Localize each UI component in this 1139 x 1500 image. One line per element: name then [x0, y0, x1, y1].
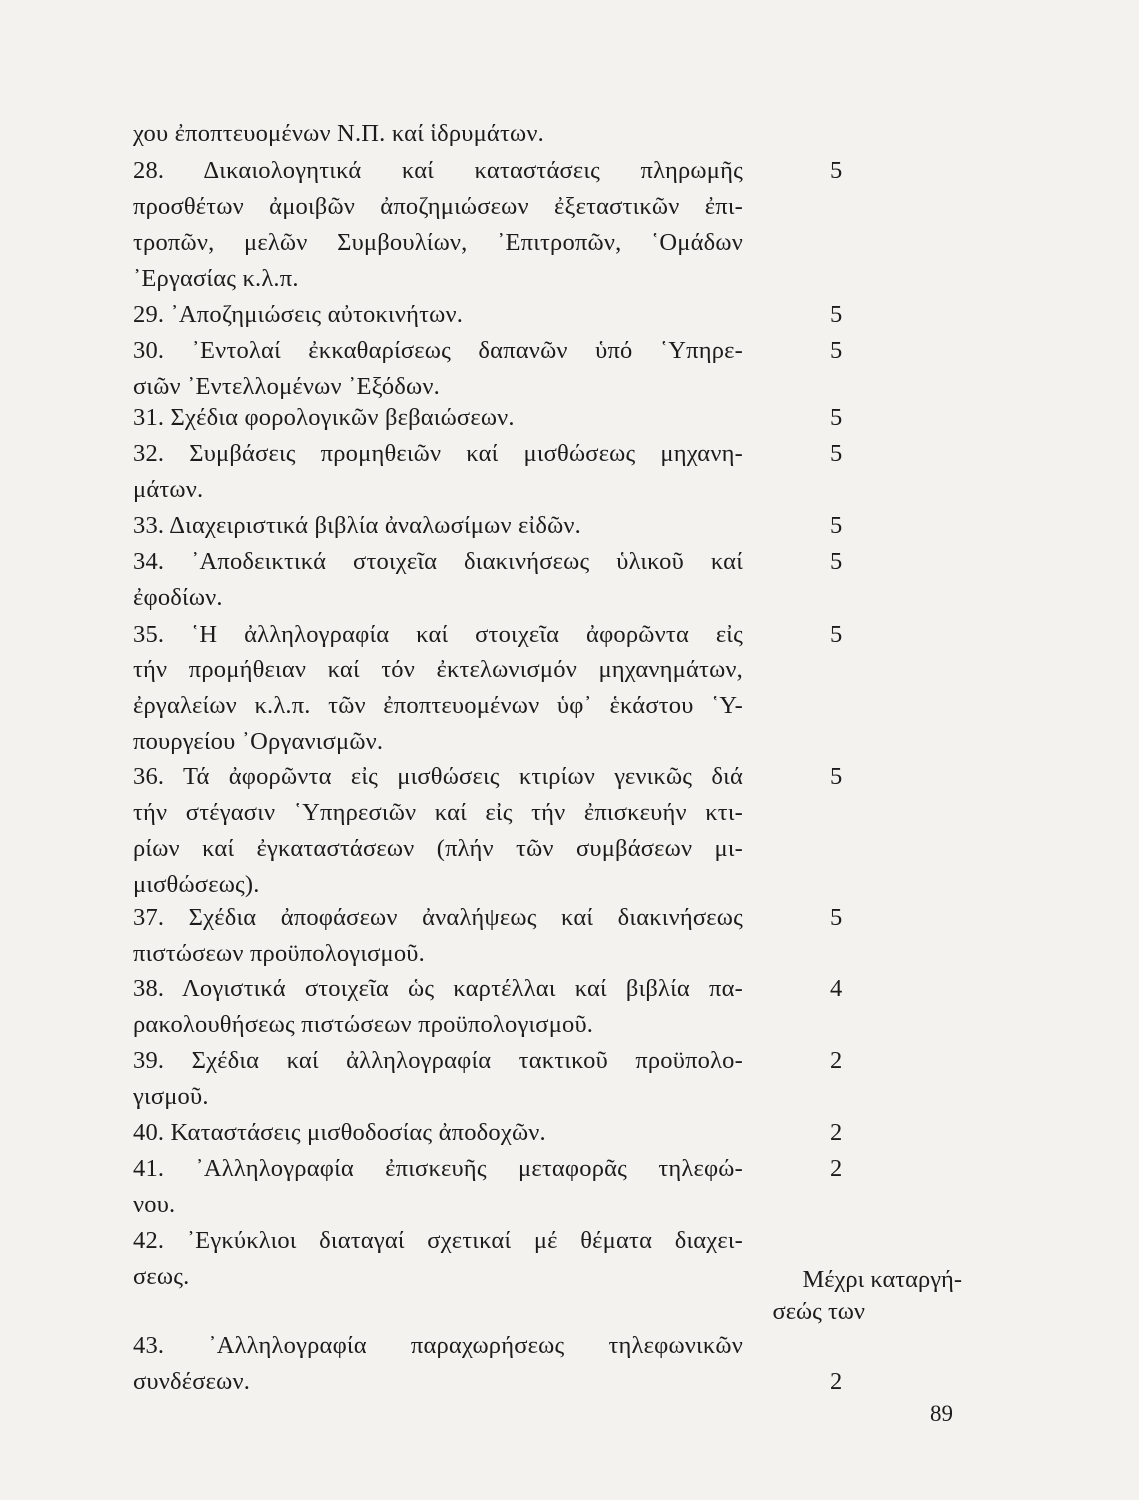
- text-line: συνδέσεων.: [133, 1368, 251, 1395]
- retention-years: 5: [830, 301, 843, 328]
- text-line: μισθώσεως).: [133, 871, 260, 898]
- retention-years: 2: [830, 1368, 843, 1395]
- text-line: 36. Τά ἀφορῶντα εἰς μισθώσεις κτιρίων γενικῶς διά: [133, 763, 743, 790]
- text-line: 28. Δικαιολογητικά καί καταστάσεις πληρωμῆς: [133, 157, 743, 184]
- retention-years: 5: [830, 337, 843, 364]
- retention-years: 5: [830, 440, 843, 467]
- text-line: νου.: [133, 1191, 176, 1218]
- text-line: σεως.: [133, 1263, 190, 1290]
- text-line: ρακολουθήσεως πιστώσεων προϋπολογισμοῦ.: [133, 1011, 594, 1038]
- side-note-line1: Μέχρι καταργή-: [802, 1266, 962, 1293]
- retention-years: 4: [830, 975, 843, 1002]
- text-line: 39. Σχέδια καί ἀλληλογραφία τακτικοῦ προϋπολο-: [133, 1047, 743, 1074]
- text-line: 34. ᾿Αποδεικτικά στοιχεῖα διακινήσεως ὑλικοῦ καί: [133, 548, 743, 575]
- text-line: προσθέτων ἀμοιβῶν ἀποζημιώσεων ἐξεταστικῶν ἐπι-: [133, 193, 743, 220]
- text-line: ρίων καί ἐγκαταστάσεων (πλήν τῶν συμβάσεων μι-: [133, 835, 743, 862]
- retention-years: 5: [830, 512, 843, 539]
- text-line: πιστώσεων προϋπολογισμοῦ.: [133, 940, 425, 967]
- text-line: 33. Διαχειριστικά βιβλία ἀναλωσίμων εἰδῶν.: [133, 512, 582, 539]
- text-line: 37. Σχέδια ἀποφάσεων ἀναλήψεως καί διακινήσεως: [133, 904, 743, 931]
- text-line: ἐργαλείων κ.λ.π. τῶν ἐποπτευομένων ὑφ᾿ ἑκάστου ῾Υ-: [133, 692, 743, 719]
- retention-years: 5: [830, 904, 843, 931]
- text-line: ἐφοδίων.: [133, 584, 223, 611]
- page-number: 89: [930, 1401, 953, 1426]
- side-note-line2: σεώς των: [772, 1298, 865, 1325]
- text-line: τήν προμήθειαν καί τόν ἐκτελωνισμόν μηχανημάτων,: [133, 656, 743, 683]
- text-line: χου ἐποπτευομένων Ν.Π. καί ἱδρυμάτων.: [133, 120, 544, 147]
- text-line: 35. ῾Η ἀλληλογραφία καί στοιχεῖα ἀφορῶντα εἰς: [133, 621, 743, 648]
- text-line: 31. Σχέδια φορολογικῶν βεβαιώσεων.: [133, 404, 515, 431]
- retention-years: 5: [830, 763, 843, 790]
- text-line: πουργείου ᾿Οργανισμῶν.: [133, 728, 384, 755]
- text-line: ᾿Εργασίας κ.λ.π.: [133, 265, 299, 292]
- retention-years: 5: [830, 548, 843, 575]
- text-line: 38. Λογιστικά στοιχεῖα ὡς καρτέλλαι καί βιβλία πα-: [133, 975, 743, 1002]
- retention-years: 2: [830, 1155, 843, 1182]
- text-line: γισμοῦ.: [133, 1083, 209, 1110]
- retention-years: 5: [830, 157, 843, 184]
- text-line: 30. ᾿Εντολαί ἐκκαθαρίσεως δαπανῶν ὑπό ῾Υπηρε-: [133, 337, 743, 364]
- text-line: 42. ᾿Εγκύκλιοι διαταγαί σχετικαί μέ θέματα διαχει-: [133, 1227, 743, 1254]
- text-line: τήν στέγασιν ῾Υπηρεσιῶν καί εἰς τήν ἐπισκευήν κτι-: [133, 799, 743, 826]
- retention-years: 2: [830, 1047, 843, 1074]
- text-line: σιῶν ᾿Εντελλομένων ᾿Εξόδων.: [133, 373, 440, 400]
- retention-years: 5: [830, 404, 843, 431]
- text-line: 40. Καταστάσεις μισθοδοσίας ἀποδοχῶν.: [133, 1119, 546, 1146]
- text-line: τροπῶν, μελῶν Συμβουλίων, ᾿Επιτροπῶν, ῾Ομάδων: [133, 229, 743, 256]
- retention-years: 5: [830, 621, 843, 648]
- text-line: 29. ᾿Αποζημιώσεις αὐτοκινήτων.: [133, 301, 464, 328]
- retention-years: 2: [830, 1119, 843, 1146]
- text-line: μάτων.: [133, 476, 204, 503]
- text-line: 32. Συμβάσεις προμηθειῶν καί μισθώσεως μηχανη-: [133, 440, 743, 467]
- text-line: 43. ᾿Αλληλογραφία παραχωρήσεως τηλεφωνικῶν: [133, 1332, 743, 1359]
- text-line: 41. ᾿Αλληλογραφία ἐπισκευῆς μεταφορᾶς τηλεφώ-: [133, 1155, 743, 1182]
